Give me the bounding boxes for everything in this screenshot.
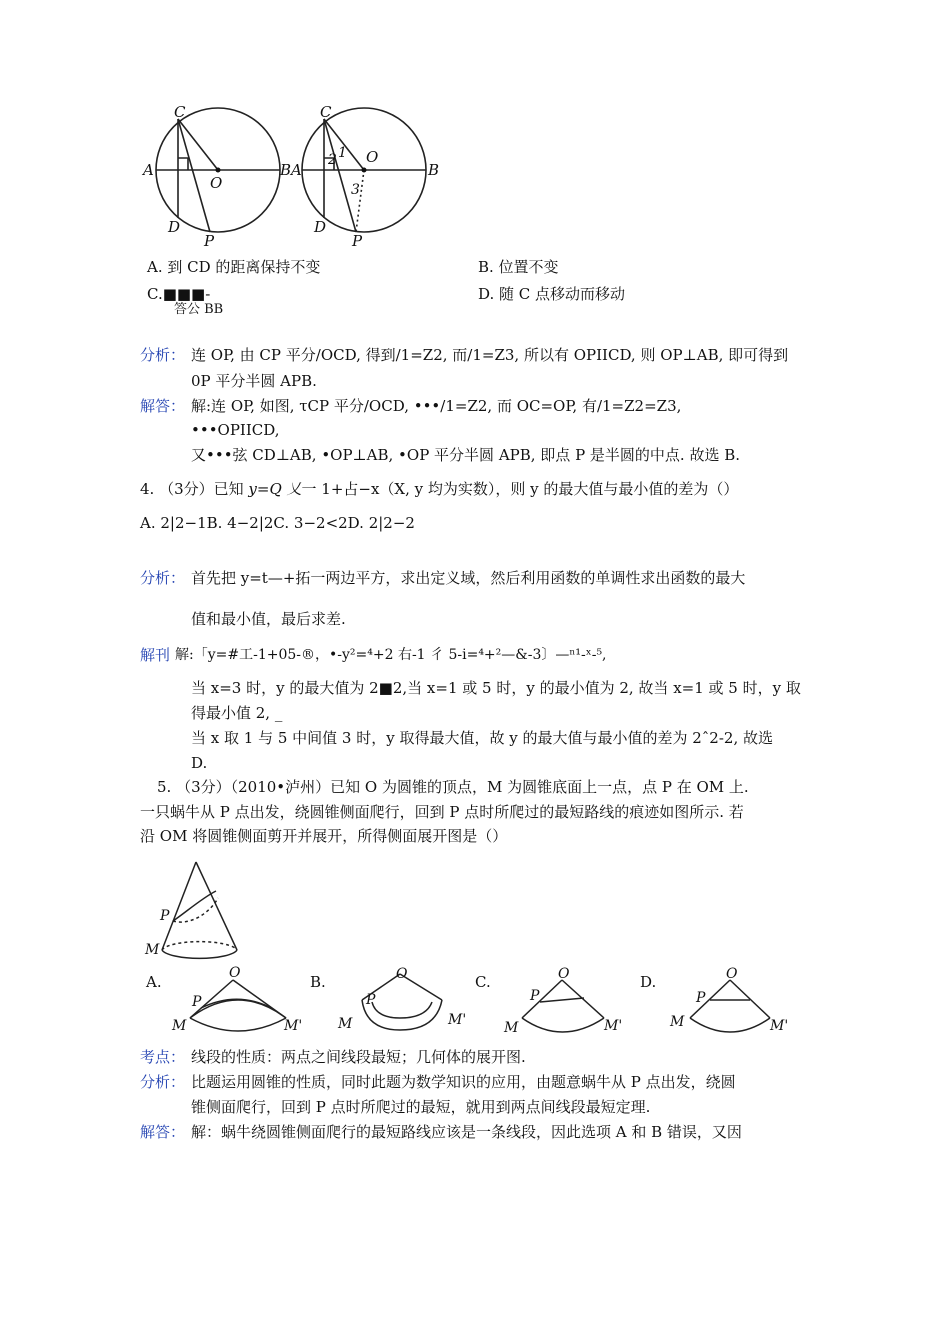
q5-solution-label: 解答： <box>140 1123 186 1141</box>
q3-option-d: D. 随 C 点移动而移动 <box>478 285 626 303</box>
q3-analysis-label: 分析： <box>140 346 186 364</box>
q5-option-d-letter: D. <box>640 973 657 991</box>
fan-c-label-m: M <box>504 1020 519 1036</box>
fan-d-label-p: P <box>696 990 706 1006</box>
label-o-left: O <box>210 174 223 192</box>
fan-a-label-mp: M' <box>284 1018 303 1034</box>
q5-analysis-label: 分析： <box>140 1073 186 1091</box>
fan-b-label-p: P <box>366 992 376 1008</box>
fan-c-label-mp: M' <box>604 1018 623 1034</box>
fan-a-label-p: P <box>192 994 202 1010</box>
q3-options-cropped <box>140 280 680 317</box>
label-p-left: P <box>204 232 215 250</box>
q3-option-c: C.■■■- <box>147 285 211 303</box>
fan-d-label-o: O <box>726 966 738 982</box>
q3-analysis-line2: 0P 平分半圆 APB. <box>191 372 317 390</box>
fan-b-label-mp: M' <box>448 1012 467 1028</box>
fan-d-label-mp: M' <box>770 1018 789 1034</box>
fan-b-label-m: M <box>338 1016 353 1032</box>
q4-stem <box>140 479 738 499</box>
q4-analysis-line1: 首先把 y=t—+拓一两边平方，求出定义域，然后利用函数的单调性求出函数的最大 <box>191 569 746 587</box>
q5-analysis-line1: 比题运用圆锥的性质，同时此题为数学知识的应用，由题意蜗牛从 P 点出发，绕圆 <box>191 1073 736 1091</box>
label-d-left: D <box>168 218 181 236</box>
q4-solution-label: 解刊 <box>140 646 171 664</box>
label-d-right: D <box>314 218 327 236</box>
q3-solution-line3: 又•••弦 CD⊥AB, •OP⊥AB, •OP 平分半圆 APB, 即点 P 是半圆的中点. 故选 B. <box>191 446 741 464</box>
q3-circle-figure <box>138 100 448 248</box>
fan-d-label-m: M <box>670 1014 685 1030</box>
cone-label-m: M <box>145 942 160 958</box>
q5-line3: 沿 OM 将圆锥侧面剪开并展开，所得侧面展开图是（） <box>140 827 508 845</box>
q5-fan-d <box>666 962 806 1042</box>
label-p-right: P <box>352 232 363 250</box>
q4-solution-line3: 得最小值 2, _ <box>191 704 283 722</box>
label-o-right: O <box>366 148 379 166</box>
fan-c-label-p: P <box>530 988 540 1004</box>
q5-fan-a <box>168 962 308 1042</box>
q5-kaodian-label: 考点： <box>140 1048 186 1066</box>
fan-a-label-o: O <box>229 965 241 981</box>
fan-a-label-m: M <box>172 1018 187 1034</box>
q4-solution-line4: 当 x 取 1 与 5 中间值 3 时，y 取得最大值，故 y 的最大值与最小值的差为 2ˆ2-2, 故选 <box>191 729 773 747</box>
q5-option-a-letter: A. <box>146 973 162 991</box>
q5-analysis-line2: 锥侧面爬行，回到 P 点时所爬过的最短，就用到两点间线段最短定理. <box>191 1098 651 1116</box>
q5-line1: 5. （3分）（2010•泸州）已知 O 为圆锥的顶点，M 为圆锥底面上一点，点 P 在 OM 上. <box>157 778 749 796</box>
q5-line2: 一只蜗牛从 P 点出发，绕圆锥侧面爬行，回到 P 点时所爬过的最短路线的痕迹如图所示. 若 <box>140 803 744 821</box>
q3-solution-line1: 解:连 OP, 如图, τCP 平分/OCD, •••/1=Z2, 而 OC=OP, 有/1=Z2=Z3, <box>191 397 682 415</box>
q4-stem-b: y=Q 乂 <box>248 480 302 498</box>
q4-stem-c: 一 1+占−x（X, y 均为实数），则 y 的最大值与最小值的差为（） <box>301 480 739 498</box>
fan-c-label-o: O <box>558 966 570 982</box>
label-c-left: C <box>174 103 186 121</box>
label-b-right: B <box>428 161 440 179</box>
q5-fan-c <box>500 962 640 1042</box>
q5-option-c-letter: C. <box>475 973 491 991</box>
fan-b-label-o: O <box>396 966 408 982</box>
q5-fan-b <box>336 962 476 1042</box>
q3-solution-line2: •••OPIICD, <box>191 421 280 439</box>
q3-option-a: A. 到 CD 的距离保持不变 <box>147 258 321 276</box>
q4-solution-line5: D. <box>191 754 208 772</box>
label-c-right: C <box>320 103 332 121</box>
label-angle-1: 1 <box>338 145 347 161</box>
q5-kaodian: 线段的性质：两点之间线段最短；几何体的展开图. <box>191 1048 526 1066</box>
q4-options: A. 2|2−1B. 4−2|2C. 3−2<2D. 2|2−2 <box>140 514 415 532</box>
q4-analysis-label: 分析： <box>140 569 186 587</box>
label-angle-3: 3 <box>351 182 360 198</box>
q3-cut-text: 答公 BB <box>174 302 224 317</box>
q3-solution-label: 解答： <box>140 397 186 415</box>
label-ba: BA <box>280 161 302 179</box>
q4-stem-a: 4. （3分）已知 <box>140 480 249 498</box>
q4-solution-line2: 当 x=3 时，y 的最大值为 2■2,当 x=1 或 5 时，y 的最小值为 2, 故当 x=1 或 5 时，y 取 <box>191 679 801 697</box>
q5-option-b-letter: B. <box>310 973 326 991</box>
q3-analysis-line1: 连 OP, 由 CP 平分/OCD, 得到/1=Z2, 而/1=Z3, 所以有 OPIICD, 则 OP⊥AB, 即可得到 <box>191 346 789 364</box>
label-a-left: A <box>143 161 154 179</box>
label-angle-2: 2 <box>328 152 337 168</box>
q4-analysis-line2: 值和最小值，最后求差. <box>191 610 346 628</box>
cone-label-p: P <box>160 908 170 924</box>
q3-option-b: B. 位置不变 <box>478 258 559 276</box>
q5-cone-figure <box>140 858 250 968</box>
q5-solution-line1: 解：蜗牛绕圆锥侧面爬行的最短路线应该是一条线段，因此选项 A 和 B 错误，又因 <box>191 1123 742 1141</box>
q4-solution-line1: 解:「y=#工-1+05-®，•-y²=⁴+2 右-1 彳 5-i=⁴+²—&-3〕—ⁿ¹-ˣ-⁵, <box>175 647 607 663</box>
